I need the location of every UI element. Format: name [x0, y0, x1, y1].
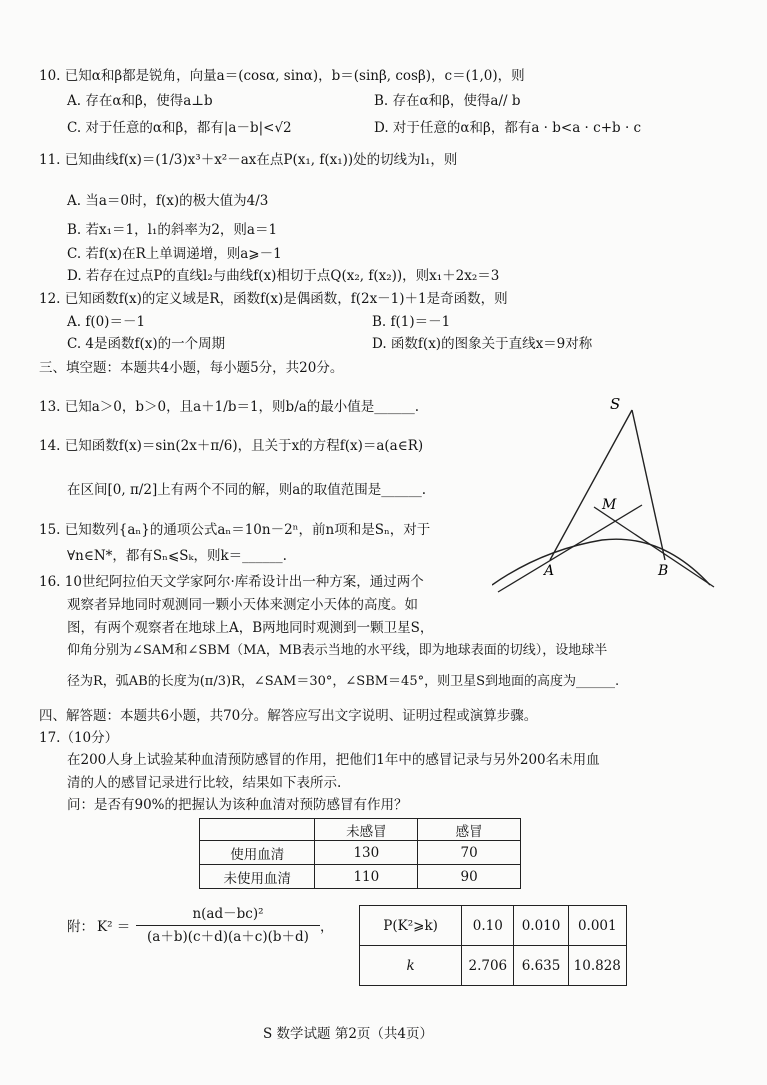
k-table-cell: 10.828 — [568, 946, 626, 986]
q12-option-b: B. f(1)＝－1 — [372, 314, 451, 330]
k-table-cell: 6.635 — [514, 946, 568, 986]
serum-table — [199, 818, 521, 889]
formula-lhs: K² ＝ — [97, 919, 131, 935]
formula-denominator: (a＋b)(c＋d)(a＋c)(b＋d) — [147, 929, 309, 945]
q11-stem: 11. 已知曲线f(x)＝(1/3)x³＋x²－ax在点P(x₁, f(x₁))处的切线为l₁，则 — [39, 152, 458, 168]
q11-option-b: B. 若x₁＝1，l₁的斜率为2，则a＝1 — [67, 222, 278, 238]
q10-option-c: C. 对于任意的α和β，都有|a－b|<√2 — [67, 120, 292, 136]
q10-option-a: A. 存在α和β，使得a⊥b — [67, 93, 213, 109]
label-m: M — [602, 497, 617, 513]
label-a: A — [544, 563, 555, 579]
k-table-cell: 0.10 — [462, 906, 514, 946]
k-table-cell: 0.001 — [568, 906, 626, 946]
q16-line1: 16. 10世纪阿拉伯天文学家阿尔·库希设计出一种方案，通过两个 — [39, 574, 424, 590]
q10-option-d: D. 对于任意的α和β，都有a · b<a · c+b · c — [374, 120, 642, 136]
q15-line1: 15. 已知数列{aₙ}的通项公式aₙ＝10n－2ⁿ，前n项和是Sₙ，对于 — [39, 522, 431, 538]
section-3-heading: 三、填空题：本题共4小题，每小题5分，共20分。 — [39, 360, 344, 376]
k-table-cell: 2.706 — [462, 946, 514, 986]
q12-option-d: D. 函数f(x)的图象关于直线x＝9对称 — [372, 336, 593, 352]
formula-comma: ， — [320, 919, 334, 935]
satellite-figure — [492, 395, 727, 600]
page-footer: S 数学试题 第2页（共4页） — [263, 1026, 434, 1042]
q10-stem: 10. 已知α和β都是锐角，向量a＝(cosα, sinα)，b＝(sinβ, cosβ)，c＝(1,0)，则 — [39, 68, 525, 84]
formula-fraction — [136, 903, 320, 948]
q13: 13. 已知a＞0，b＞0，且a＋1/b＝1，则b/a的最小值是______. — [39, 399, 420, 415]
q11-option-c: C. 若f(x)在R上单调递增，则a⩾－1 — [67, 246, 282, 262]
q12-option-c: C. 4是函数f(x)的一个周期 — [67, 336, 226, 352]
tangent-at-b — [594, 507, 714, 587]
q17-paragraph-2: 清的人的感冒记录进行比较，结果如下表所示. — [67, 775, 342, 791]
table-header-cell: 感冒 — [418, 819, 521, 841]
q17-head: 17.（10分） — [39, 730, 119, 746]
formula-numerator: n(ad－bc)² — [136, 903, 320, 926]
k-table-cell: k — [360, 946, 462, 986]
q11-option-a: A. 当a＝0时，f(x)的极大值为4/3 — [67, 193, 269, 209]
table-header-cell: 未感冒 — [315, 819, 418, 841]
q17-paragraph-1: 在200人身上试验某种血清预防感冒的作用，把他们1年中的感冒记录与另外200名未用血 — [67, 752, 600, 768]
q14-line1: 14. 已知函数f(x)＝sin(2x＋π/6)，且关于x的方程f(x)＝a(a∈R) — [39, 438, 424, 454]
q15-line2: ∀n∈N*，都有Sₙ⩽Sₖ，则k＝______. — [67, 548, 287, 564]
q14-line2: 在区间[0, π/2]上有两个不同的解，则a的取值范围是______. — [67, 482, 427, 498]
table-cell: 110 — [315, 865, 418, 889]
table-cell: 使用血清 — [200, 841, 315, 865]
table-cell: 未使用血清 — [200, 865, 315, 889]
q11-option-d: D. 若存在过点P的直线l₂与曲线f(x)相切于点Q(x₂, f(x₂))，则x₁＋2x₂＝3 — [67, 268, 500, 284]
k-critical-table — [359, 905, 627, 986]
label-b: B — [658, 563, 669, 579]
q16-line3: 图，有两个观察者在地球上A，B两地同时观测到一颗卫星S， — [67, 620, 434, 636]
q17-question: 问：是否有90%的把握认为该种血清对预防感冒有作用？ — [67, 797, 408, 813]
table-header-cell — [200, 819, 315, 841]
k-table-cell: 0.010 — [514, 906, 568, 946]
appendix-label: 附： — [67, 919, 94, 935]
table-cell: 90 — [418, 865, 521, 889]
k-table-cell: P(K²⩾k) — [360, 906, 462, 946]
table-cell: 70 — [418, 841, 521, 865]
section-4-heading: 四、解答题：本题共6小题，共70分。解答应写出文字说明、证明过程或演算步骤。 — [39, 708, 538, 724]
q16-line5: 径为R，弧AB的长度为(π/3)R，∠SAM＝30°，∠SBM＝45°，则卫星S到地面的高度为______. — [67, 674, 620, 689]
q16-line2: 观察者异地同时观测同一颗小天体来测定小天体的高度。如 — [67, 597, 418, 613]
q12-stem: 12. 已知函数f(x)的定义域是R，函数f(x)是偶函数，f(2x－1)＋1是奇函数，则 — [39, 291, 508, 307]
q12-option-a: A. f(0)＝－1 — [67, 314, 146, 330]
label-s: S — [610, 395, 621, 413]
q16-line4: 仰角分别为∠SAM和∠SBM（MA，MB表示当地的水平线，即为地球表面的切线），设地球半 — [67, 643, 608, 658]
line-s-b — [632, 410, 665, 560]
tangent-at-a — [498, 505, 642, 592]
q10-option-b: B. 存在α和β，使得a// b — [374, 93, 521, 109]
table-cell: 130 — [315, 841, 418, 865]
line-s-a — [550, 410, 632, 560]
